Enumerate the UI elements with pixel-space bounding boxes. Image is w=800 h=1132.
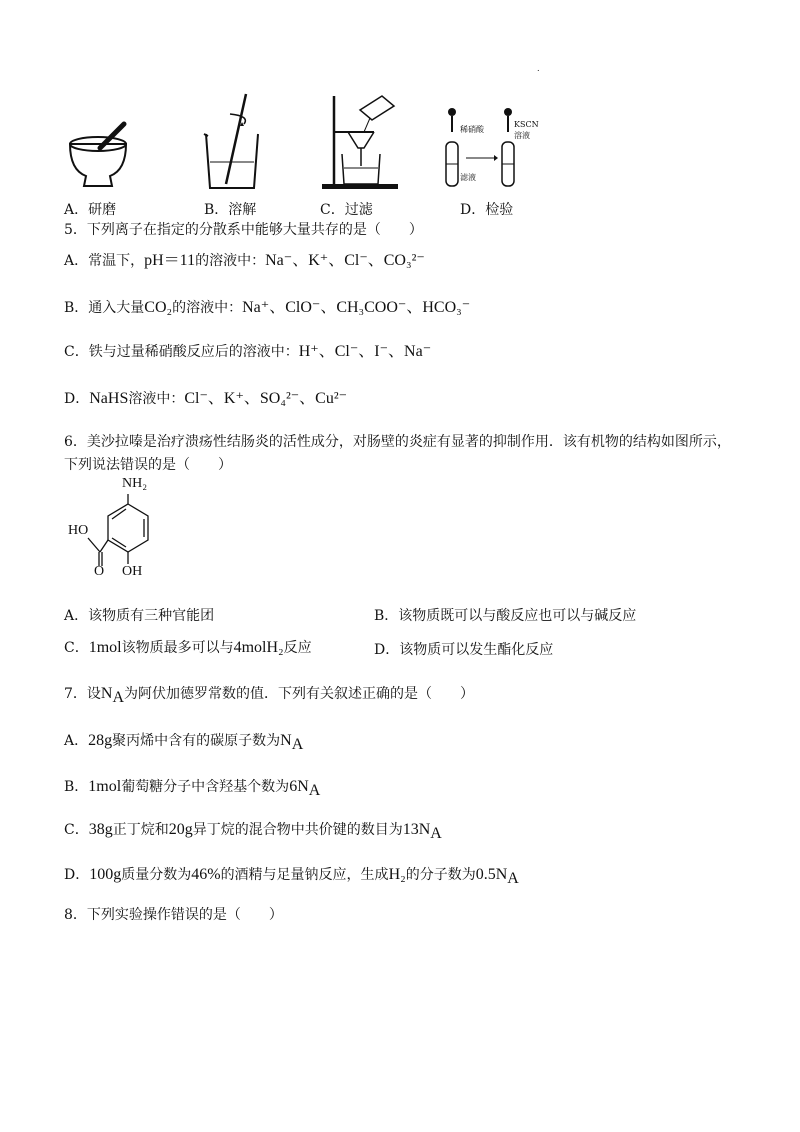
caption-c: C．过滤: [320, 202, 373, 218]
d-label-filtrate: 滤液: [460, 173, 476, 182]
test-tube-figure: [440, 98, 539, 192]
filtration-figure: [318, 92, 402, 192]
q6-stem-line2: 下列说法错误的是（ ）: [64, 457, 232, 473]
d-label-kscn: KSCN: [514, 120, 539, 129]
q7-option-a: A．28g聚丙烯中含有的碳原子数为$N_A$: [64, 732, 304, 753]
nh2-label: NH₂: [122, 476, 148, 491]
q8-stem: 8．下列实验操作错误的是（ ）: [64, 907, 283, 923]
q7-stem: 7．设$N_A$为阿伏加德罗常数的值．下列有关叙述正确的是（ ）: [64, 685, 475, 706]
d-label-solution: 溶液: [514, 131, 530, 140]
q6-option-a: A．该物质有三种官能团: [64, 608, 215, 624]
ho-label: HO: [68, 523, 89, 538]
q7-option-b: B．1mol葡萄糖分子中含羟基个数为$6N_A$: [64, 778, 321, 799]
q5-stem: 5．下列离子在指定的分散系中能够大量共存的是（ ）: [64, 222, 423, 238]
q5-option-b: B．通入大量CO₂的溶液中：Na⁺、ClO⁻、CH₃COO⁻、HCO₃⁻: [64, 299, 471, 316]
q7-option-d: D．100g质量分数为46%的酒精与足量钠反应，生成H₂的分子数为$0.5N_A$: [64, 866, 519, 887]
d-label-dilute-nitric: 稀硝酸: [460, 125, 484, 134]
q7-option-c: C．38g正丁烷和20g异丁烷的混合物中共价键的数目为$13N_A$: [64, 821, 442, 842]
q6-option-b: B．该物质既可以与酸反应也可以与碱反应: [374, 608, 637, 624]
caption-d: D．检验: [460, 202, 514, 218]
mesalazine-structure: [66, 476, 176, 586]
stray-mark: .: [537, 64, 540, 73]
o-label: O: [94, 564, 105, 579]
oh-label: OH: [122, 564, 143, 579]
caption-b: B．溶解: [204, 202, 257, 218]
q5-option-c: C．铁与过量稀硝酸反应后的溶液中：H⁺、Cl⁻、I⁻、Na⁻: [64, 343, 432, 360]
q5-option-a: A．常温下，pH＝11的溶液中：Na⁻、K⁺、Cl⁻、CO₃²⁻: [64, 252, 425, 269]
q6-stem-line1: 6．美沙拉嗪是治疗溃疡性结肠炎的活性成分，对肠壁的炎症有显著的抑制作用．该有机物的结构如图所示，: [64, 434, 731, 450]
q5-option-d: D．NaHS溶液中：Cl⁻、K⁺、SO₄²⁻、Cu²⁻: [64, 390, 348, 407]
q6-option-d: D．该物质可以发生酯化反应: [374, 642, 554, 658]
beaker-stirring-figure: [200, 92, 264, 192]
caption-a: A．研磨: [64, 202, 117, 218]
q6-option-c: C．1mol该物质最多可以与4molH₂反应: [64, 639, 312, 656]
mortar-pestle-figure: [66, 120, 130, 192]
